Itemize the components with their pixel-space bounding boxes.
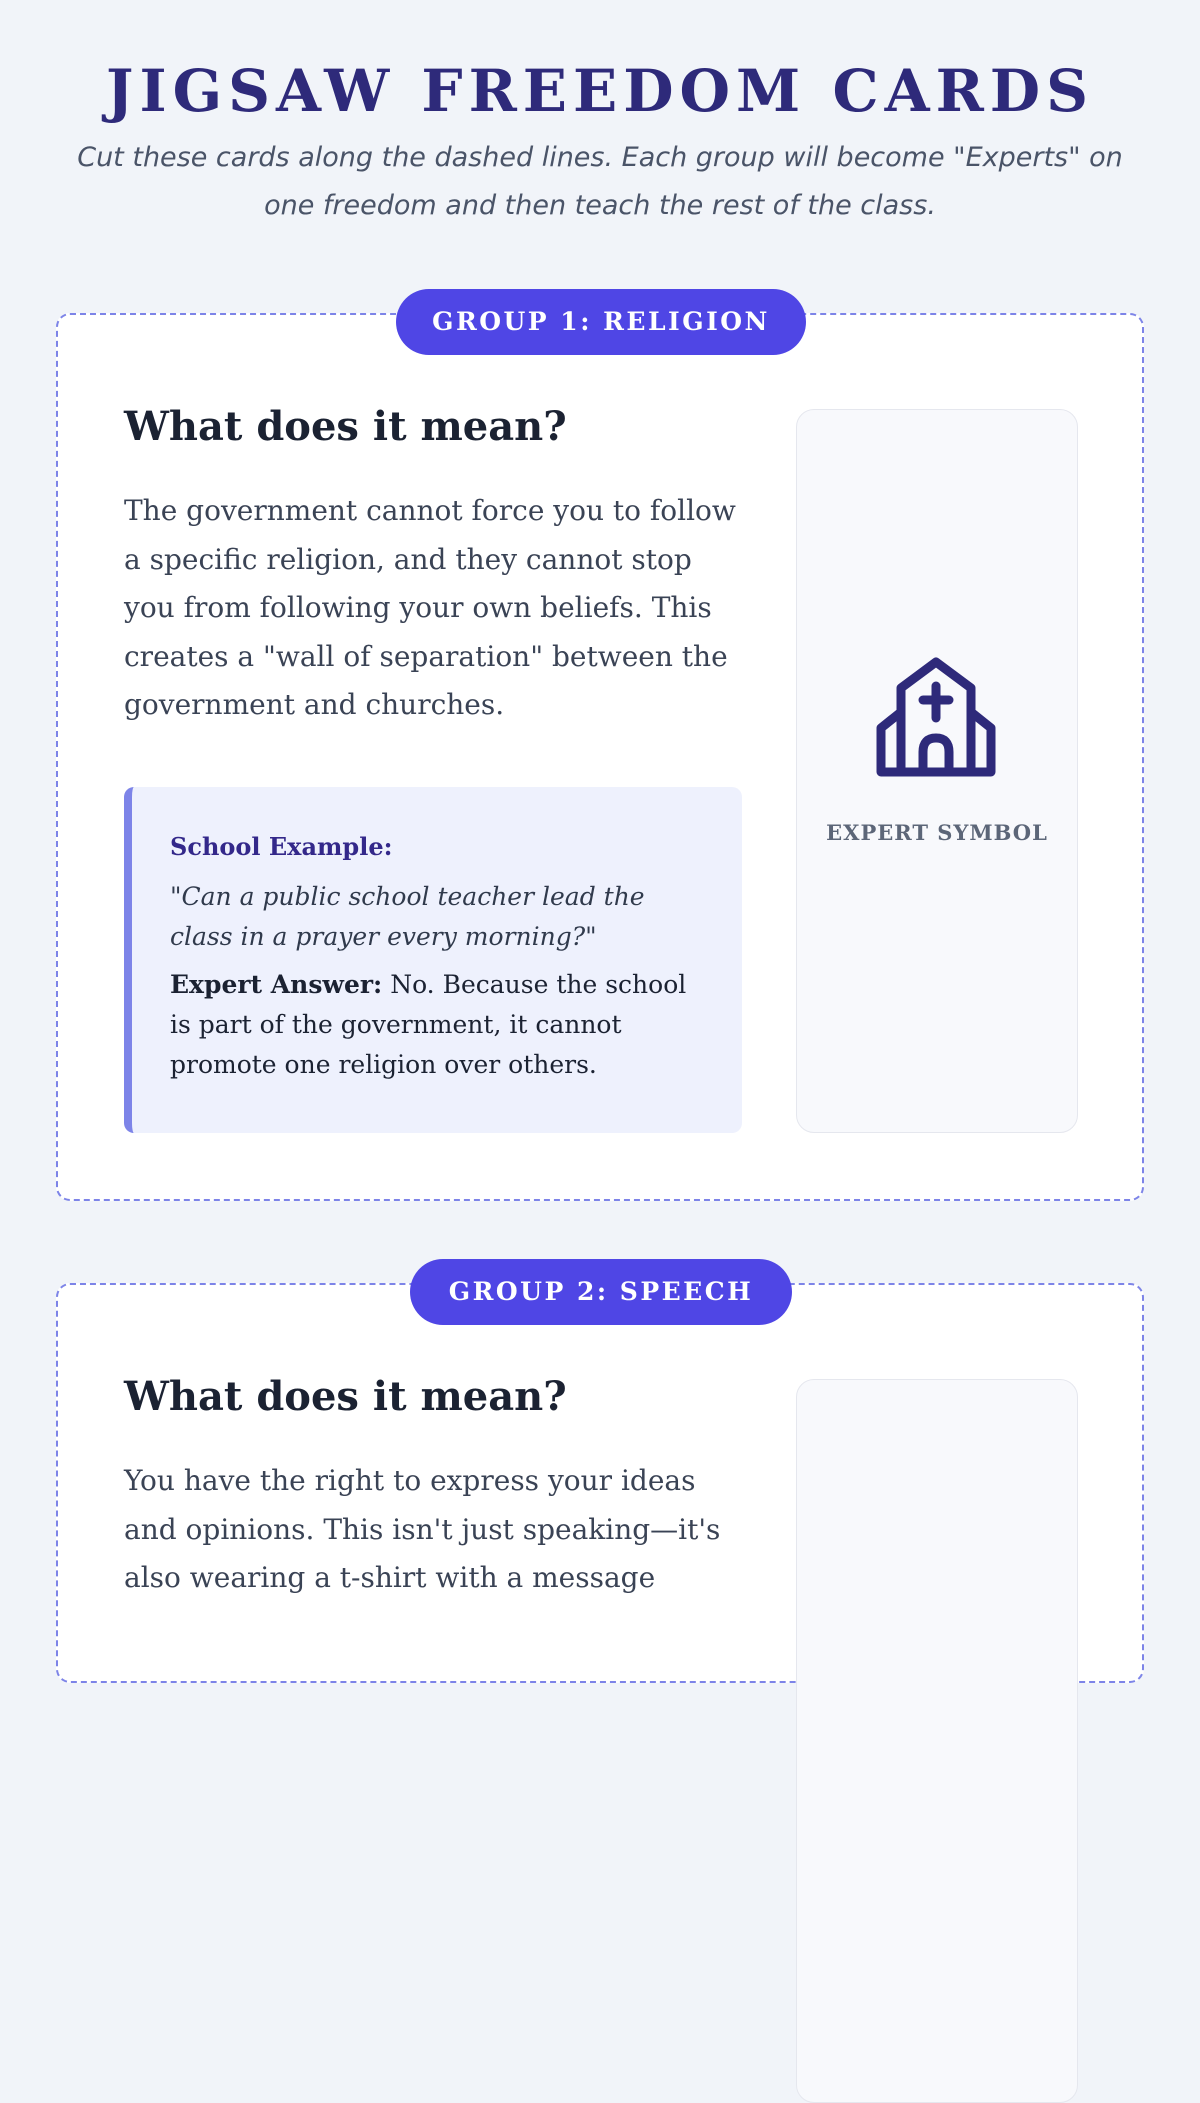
expert-answer-text: No. Because the school is part of the government, it cannot promote one religion over others. <box>170 970 687 1079</box>
expert-symbol-panel <box>796 409 1078 1133</box>
church-icon <box>873 656 999 780</box>
page-instructions: Cut these cards along the dashed lines. Each group will become "Experts" on one freedom and then teach the rest of the class. <box>77 142 1123 221</box>
page-header <box>0 0 1200 230</box>
freedom-card-speech <box>56 1277 1144 1683</box>
group-badge-religion: GROUP 1: RELIGION <box>396 289 806 355</box>
expert-symbol-caption: EXPERT SYMBOL <box>826 820 1048 845</box>
example-label: School Example: <box>170 832 393 861</box>
page-title: JIGSAW FREEDOM CARDS <box>106 57 1094 125</box>
card-heading: What does it mean? <box>124 403 567 450</box>
card-description: You have the right to express your ideas and opinions. This isn't just speaking—it's also wearing a t-shirt with a message <box>124 1464 721 1594</box>
expert-answer-label: Expert Answer: <box>170 970 383 999</box>
school-example-box <box>124 787 742 1133</box>
example-answer <box>170 965 712 1085</box>
expert-symbol-panel <box>796 1379 1078 2103</box>
example-question: "Can a public school teacher lead the class in a prayer every morning?" <box>170 882 645 951</box>
card-heading: What does it mean? <box>124 1373 567 1420</box>
card-body <box>124 1373 736 1603</box>
freedom-card-religion <box>56 307 1144 1201</box>
group-badge-speech: GROUP 2: SPEECH <box>410 1259 792 1325</box>
card-body <box>124 403 736 730</box>
card-description: The government cannot force you to follow a specific religion, and they cannot stop you from following your own beliefs. This creates a "wall of separation" between the government and churches. <box>124 494 736 721</box>
